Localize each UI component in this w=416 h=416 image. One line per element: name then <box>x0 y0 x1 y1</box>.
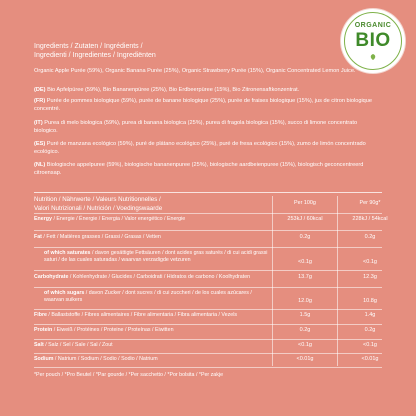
ingredients-heading <box>34 43 284 60</box>
nutrition-label: Salt / Salz / Sel / Sale / Sal / Zout <box>34 342 113 348</box>
ingredients-de <box>34 86 374 94</box>
serving-footnote: *Per pouch / *Pro Beutel / *Par gourde / *Per sacchetto / *Por bolsita / *Per zakje <box>34 372 224 378</box>
value-per-serving: 0.2g <box>364 327 376 333</box>
nutrition-label: Fat / Fett / Matières grasses / Grassi / Grasas / Vetten <box>34 234 161 240</box>
nutrition-label: Fibre / Ballaststoffe / Fibres alimentaires / Fibre alimentaria / Fibra alimentaria / Vezels <box>34 312 238 318</box>
nutrition-label: Carbohydrate / Kohlenhydrate / Glucides / Carboidrati / Hidratos de carbono / Koolhydraten <box>34 274 251 280</box>
nutrition-row-saturates <box>34 250 382 268</box>
value-per-100g: 1.5g <box>299 312 311 318</box>
value-per-serving: <0.1g <box>363 342 377 348</box>
ingredients-es <box>34 140 374 156</box>
row-divider <box>34 287 382 288</box>
value-per-100g: 0.2g <box>299 234 311 240</box>
ingredients-it <box>34 119 374 135</box>
nutrition-label: Energy / Energie / Énergie / Energia / Valor energético / Energie <box>34 216 186 222</box>
badge-organic-text: ORGANIC <box>354 22 392 29</box>
lang-code-nl: (NL) <box>34 162 46 168</box>
value-per-serving: 0.2g <box>364 234 376 240</box>
column-header-per-100g: Per 100g <box>294 200 316 206</box>
value-per-serving: 10.8g <box>363 298 377 304</box>
ingredients-en <box>34 67 374 75</box>
nutrition-heading-line1: Nutrition / Nährwerte / Valeurs Nutritionnelles / <box>34 196 161 203</box>
row-divider <box>34 270 382 271</box>
ingredients-heading-line1: Ingredients / Zutaten / Ingrédients / <box>34 43 143 50</box>
row-divider <box>34 324 382 325</box>
value-per-100g: <0.1g <box>298 259 312 265</box>
nutrition-top-rule <box>34 192 382 193</box>
organic-bio-badge <box>341 9 405 73</box>
row-divider <box>34 353 382 354</box>
ingredients-es-text: Puré de manzana ecológico (59%), puré de plátano ecológico (25%), puré de fresa ecológico (15%), zumo de limón concentrado ecológico. <box>34 141 366 156</box>
nutrition-heading-line2: Valori Nutrizionali / Nutrición / Voedingswaarde <box>34 204 163 212</box>
value-per-serving: 1.4g <box>364 312 376 318</box>
lang-code-it: (IT) <box>34 120 43 126</box>
row-divider <box>34 247 382 248</box>
value-per-100g: <0.01g <box>296 356 314 362</box>
row-divider <box>34 309 382 310</box>
column-header-per-serving: Per 90g* <box>359 200 381 206</box>
nutrition-row-carbohydrate <box>34 274 382 283</box>
leaf-icon <box>369 53 377 61</box>
lang-code-es: (ES) <box>34 141 46 147</box>
nutrition-row-fibre <box>34 312 382 321</box>
row-divider <box>34 213 382 214</box>
ingredients-fr-text: Purée de pommes biologique (59%), purée de banane biologique (25%), purée de fraises biologique (15%), jus de citron biologique concentré. <box>34 98 373 113</box>
row-divider <box>34 230 382 231</box>
nutrition-label: of which sugars / davon Zucker / dont sucres / di cui zuccheri / de los cuales azúcares / waarvan suikers <box>44 290 252 303</box>
value-per-100g: 12.0g <box>298 298 312 304</box>
value-per-serving: <0.01g <box>361 356 379 362</box>
value-per-100g: 13.7g <box>298 274 312 280</box>
nutrition-row-salt <box>34 342 382 351</box>
ingredients-en-text: Organic Apple Purée (59%), Organic Banana Purée (25%), Organic Strawberry Purée (15%), Organic Concentrated Lemon Juice. <box>34 68 356 74</box>
lang-code-de: (DE) <box>34 87 46 93</box>
nutrition-row-fat <box>34 234 382 243</box>
ingredients-nl-text: Biologische appelpuree (59%), biologische bananenpuree (25%), biologische aardbeienpuree (15%), biologisch geconcentreerd citroensap. <box>34 162 364 177</box>
ingredients-nl <box>34 161 374 177</box>
nutrition-label: Sodium / Natrium / Sodium / Sodio / Sodio / Natrium <box>34 356 158 362</box>
nutrition-row-protein <box>34 327 382 336</box>
nutrition-bottom-rule <box>34 367 382 368</box>
value-per-100g: 253kJ / 60kcal <box>287 216 323 222</box>
nutrition-heading <box>34 196 274 213</box>
nutrition-row-energy <box>34 216 388 225</box>
ingredients-de-text: Bio Apfelpüree (59%), Bio Bananenpüree (25%), Bio Erdbeerpüree (15%), Bio Zitronensaftkonzentrat. <box>47 87 300 93</box>
lang-code-fr: (FR) <box>34 98 46 104</box>
row-divider <box>34 339 382 340</box>
nutrition-label: of which saturates / davon gesättigte Fettsäuren / dont acides gras saturés / di cui acidi grassi saturi / de las cuales saturadas / waarvan verzadigde vetzuren <box>44 250 268 263</box>
value-per-serving: 12.3g <box>363 274 377 280</box>
nutrition-row-sodium <box>34 356 382 365</box>
value-per-serving: 228kJ / 54kcal <box>352 216 388 222</box>
nutrition-label: Protein / Eiweiß / Protéines / Proteine / Proteínas / Eiwitten <box>34 327 174 333</box>
badge-bio-text: BIO <box>355 30 391 51</box>
nutrition-row-sugars <box>34 290 382 308</box>
value-per-100g: 0.2g <box>299 327 311 333</box>
ingredients-fr <box>34 97 374 113</box>
value-per-serving: <0.1g <box>363 259 377 265</box>
ingredients-it-text: Purea di melo biologica (59%), purea di banana biologica (25%), purea di fragola biologica (15%), succo di limone concentrato biologico. <box>34 120 358 135</box>
value-per-100g: <0.1g <box>298 342 312 348</box>
ingredients-heading-line2: Ingredienti / Ingredientes / Ingrediënten <box>34 51 156 59</box>
